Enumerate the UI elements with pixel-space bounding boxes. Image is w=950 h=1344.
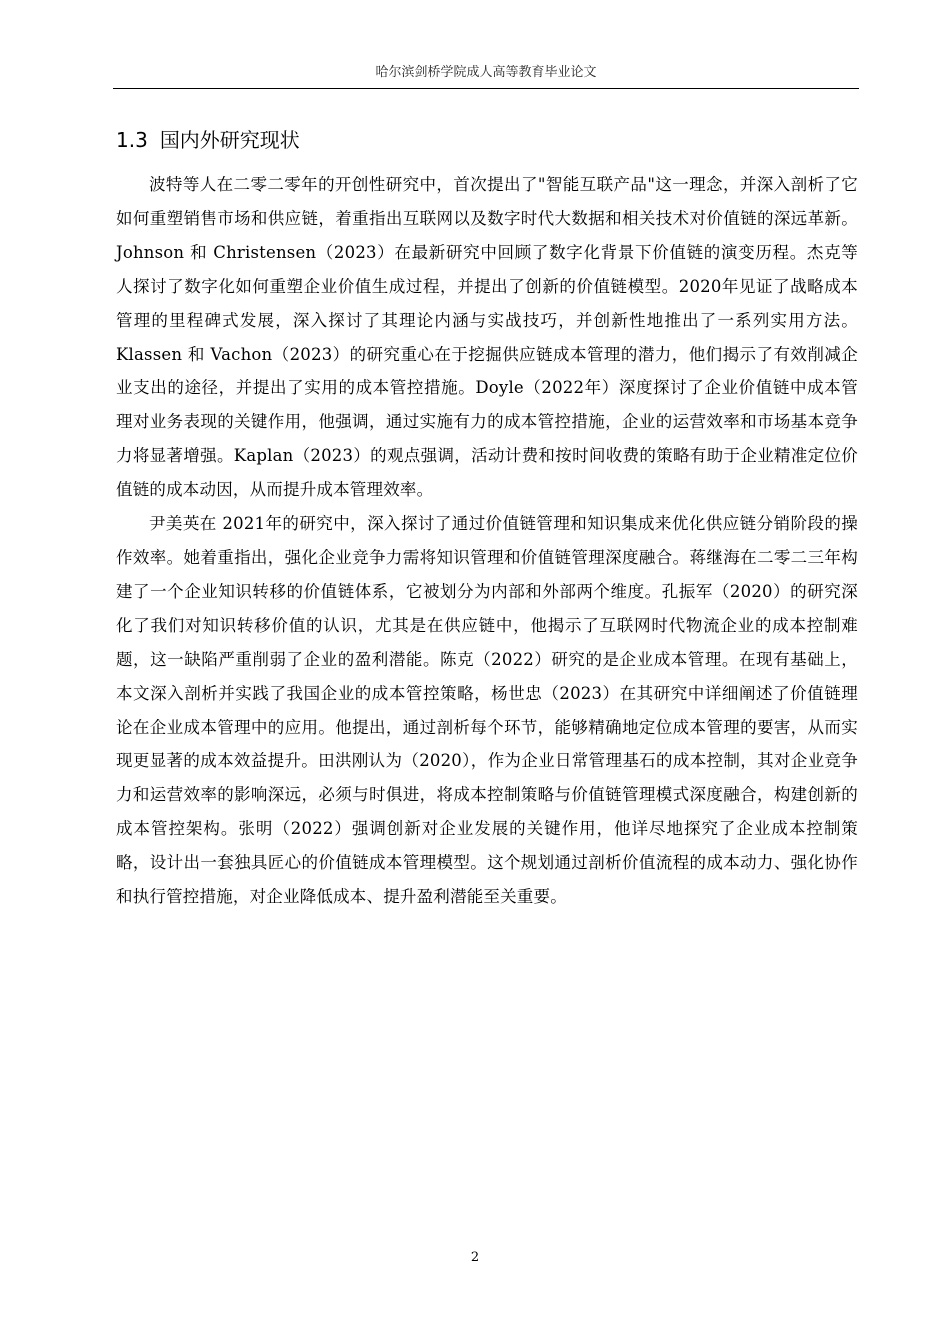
section-heading (116, 124, 300, 156)
paragraph-2: 尹美英在 2021年的研究中，深入探讨了通过价值链管理和知识集成来优化供应链分销阶段的操作效率。她着重指出，强化企业竞争力需将知识管理和价值链管理深度融合。蒋继海在二零二三年构建了一个企业知识转移的价值链体系，它被划分为内部和外部两个维度。孔振军（2020）的研究深化了我们对知识转移价值的认识，尤其是在供应链中，他揭示了互联网时代物流企业的成本控制难题，这一缺陷严重削弱了企业的盈利潜能。陈克（2022）研究的是企业成本管理。在现有基础上，本文深入剖析并实践了我国企业的成本管控策略，杨世忠（2023）在其研究中详细阐述了价值链理论在企业成本管理中的应用。他提出，通过剖析每个环节，能够精确地定位成本管理的要害，从而实现更显著的成本效益提升。田洪刚认为（2020），作为企业日常管理基石的成本控制，其对企业竞争力和运营效率的影响深远，必须与时俱进，将成本控制策略与价值链管理模式深度融合，构建创新的成本管控架构。张明（2022）强调创新对企业发展的关键作用，他详尽地探究了企业成本控制策略，设计出一套独具匠心的价值链成本管理模型。这个规划通过剖析价值流程的成本动力、强化协作和执行管控措施，对企业降低成本、提升盈利潜能至关重要。 (116, 514, 858, 907)
paragraph-1: 波特等人在二零二零年的开创性研究中，首次提出了"智能互联产品"这一理念，并深入剖析了它如何重塑销售市场和供应链，着重指出互联网以及数字时代大数据和相关技术对价值链的深远革新。Johnson 和 Christensen（2023）在最新研究中回顾了数字化背景下价值链的演变历程。杰克等人探讨了数字化如何重塑企业价值生成过程，并提出了创新的价值链模型。2020年见证了战略成本管理的里程碑式发展，深入探讨了其理论内涵与实战技巧，并创新性地推出了一系列实用方法。Klassen 和 Vachon（2023）的研究重心在于挖掘供应链成本管理的潜力，他们揭示了有效削减企业支出的途径，并提出了实用的成本管控措施。Doyle（2022年）深度探讨了企业价值链中成本管理对业务表现的关键作用，他强调，通过实施有力的成本管控措施，企业的运营效率和市场基本竞争力将显著增强。Kaplan（2023）的观点强调，活动计费和按时间收费的策略有助于企业精准定位价值链的成本动因，从而提升成本管理效率。 (116, 175, 858, 500)
header-rule (113, 88, 859, 89)
running-header: 哈尔滨剑桥学院成人高等教育毕业论文 (375, 65, 597, 80)
page-number: 2 (470, 1250, 480, 1265)
section-title: 国内外研究现状 (159, 128, 300, 152)
section-number: 1.3 (116, 128, 148, 152)
body-text (116, 168, 858, 914)
